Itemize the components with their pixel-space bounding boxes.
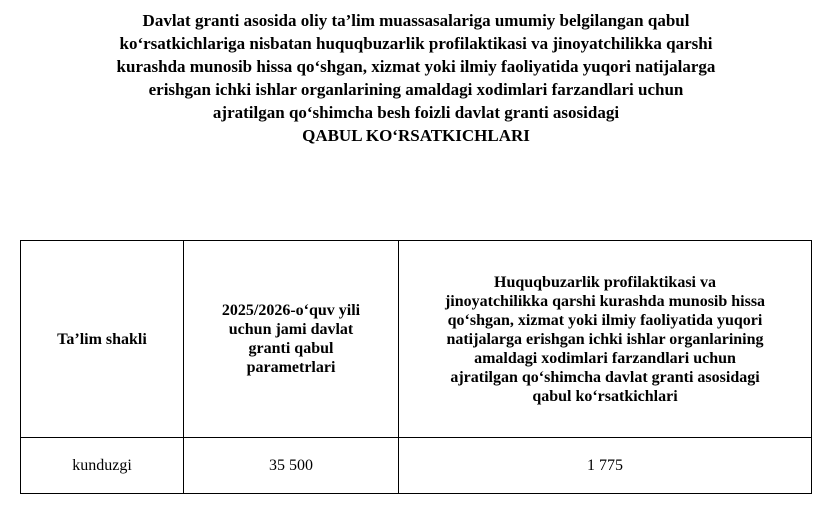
title-line-2: ko‘rsatkichlariga nisbatan huquqbuzarlik profilaktikasi va jinoyatchilikka qarshi [119,34,713,53]
title-line-4: erishgan ichki ishlar organlarining amaldagi xodimlari farzandlari uchun [148,80,684,99]
header-education-form: Ta’lim shakli [21,241,184,438]
header-col2-line: 2025/2026-o‘quv yili [221,302,361,319]
document-title [20,9,812,147]
title-line-3: kurashda munosib hissa qo‘shgan, xizmat yoki ilmiy faoliyatida yuqori natijalarga [116,57,716,76]
header-col3-line: natijalarga erishgan ichki ishlar organlarining [446,330,764,348]
header-col3-line: jinoyatchilikka qarshi kurashda munosib hissa [444,292,766,310]
cell-education-form: kunduzgi [21,438,184,494]
header-col2-line: granti qabul [248,340,334,357]
header-col2-line: parametrlari [246,359,336,376]
header-col3-line: qo‘shgan, xizmat yoki ilmiy faoliyatida yuqori [447,311,763,329]
cell-total-grant: 35 500 [184,438,399,494]
header-col3-line: Huquqbuzarlik profilaktikasi va [494,273,716,291]
header-col2-line: uchun jami davlat [228,321,354,338]
table-header-row [21,241,812,438]
header-col3-line: qabul ko‘rsatkichlari [532,387,678,405]
table-row [21,438,812,494]
header-col3-line: ajratilgan qo‘shimcha davlat granti asosidagi [450,368,760,386]
title-line-5: ajratilgan qo‘shimcha besh foizli davlat granti asosidagi [212,103,620,122]
document-heading: QABUL KO‘RSATKICHLARI [302,126,530,145]
header-col3-line: amaldagi xodimlari farzandlari uchun [474,349,736,367]
admission-table [20,240,812,494]
cell-additional-grant: 1 775 [399,438,812,494]
header-additional-grant-quota [399,241,812,438]
header-total-grant-parameters [184,241,399,438]
title-line-1: Davlat granti asosida oliy ta’lim muassasalariga umumiy belgilangan qabul [142,11,690,30]
